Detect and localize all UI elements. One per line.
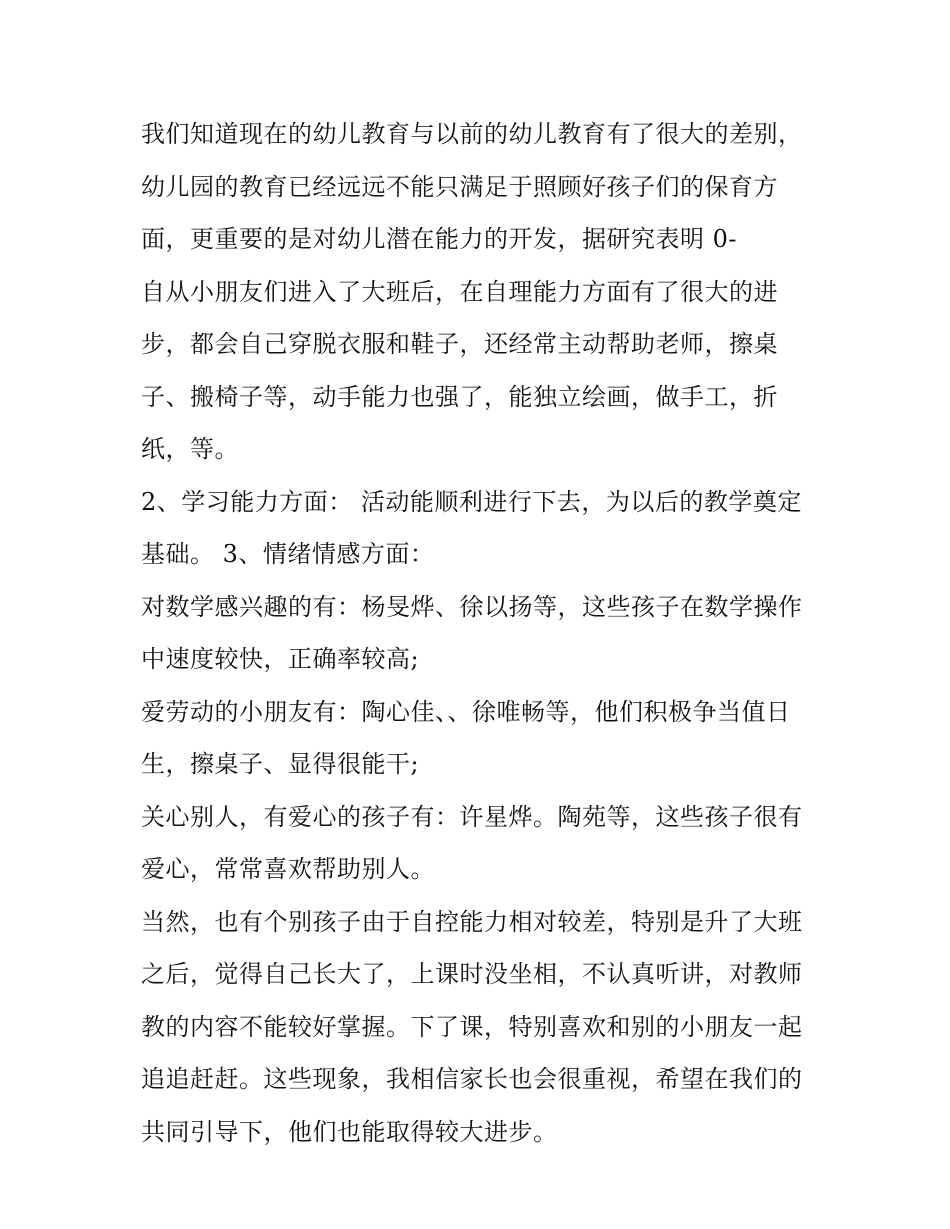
text-line-16: 当然，也有个别孩子由于自控能力相对较差，特别是升了大班 (141, 907, 803, 936)
text-line-8: 2、学习能力方面： 活动能顺利进行下去，为以后的教学奠定 (141, 487, 802, 516)
text-line-3: 面，更重要的是对幼儿潜在能力的开发，据研究表明 0- (141, 225, 738, 253)
text-line-1: 我们知道现在的幼儿教育与以前的幼儿教育有了很大的差别， (141, 120, 803, 148)
text-line-20: 共同引导下，他们也能取得较大进步。 (141, 1117, 558, 1146)
text-line-5: 步，都会自己穿脱衣服和鞋子，还经常主动帮助老师，擦桌 (141, 330, 778, 358)
text-line-14: 关心别人，有爱心的孩子有：许星烨。陶苑等，这些孩子很有 (141, 802, 803, 831)
text-line-11: 中速度较快，正确率较高; (141, 645, 420, 673)
text-line-15: 爱心，常常喜欢帮助别人。 (141, 855, 435, 883)
text-line-4: 自从小朋友们进入了大班后，在自理能力方面有了很大的进 (141, 277, 778, 306)
text-line-10: 对数学感兴趣的有：杨旻烨、徐以扬等，这些孩子在数学操作 (141, 592, 803, 621)
text-line-13: 生，擦桌子、显得很能干; (141, 750, 420, 778)
text-line-2: 幼儿园的教育已经远远不能只满足于照顾好孩子们的保育方 (141, 172, 778, 201)
text-line-18: 教的内容不能较好掌握。下了课，特别喜欢和别的小朋友一起 (141, 1012, 803, 1041)
text-line-7: 纸，等。 (141, 435, 239, 463)
text-line-9: 基础。 3、情绪情感方面： (141, 540, 435, 568)
text-line-6: 子、搬椅子等，动手能力也强了，能独立绘画，做手工，折 (141, 382, 778, 411)
text-line-12: 爱劳动的小朋友有：陶心佳、、徐唯畅等，他们积极争当值日 (141, 697, 791, 726)
text-line-19: 追追赶赶。这些现象，我相信家长也会很重视，希望在我们的 (141, 1065, 803, 1093)
text-line-17: 之后，觉得自己长大了，上课时没坐相，不认真听讲，对教师 (141, 960, 803, 988)
document-body (141, 108, 821, 1158)
